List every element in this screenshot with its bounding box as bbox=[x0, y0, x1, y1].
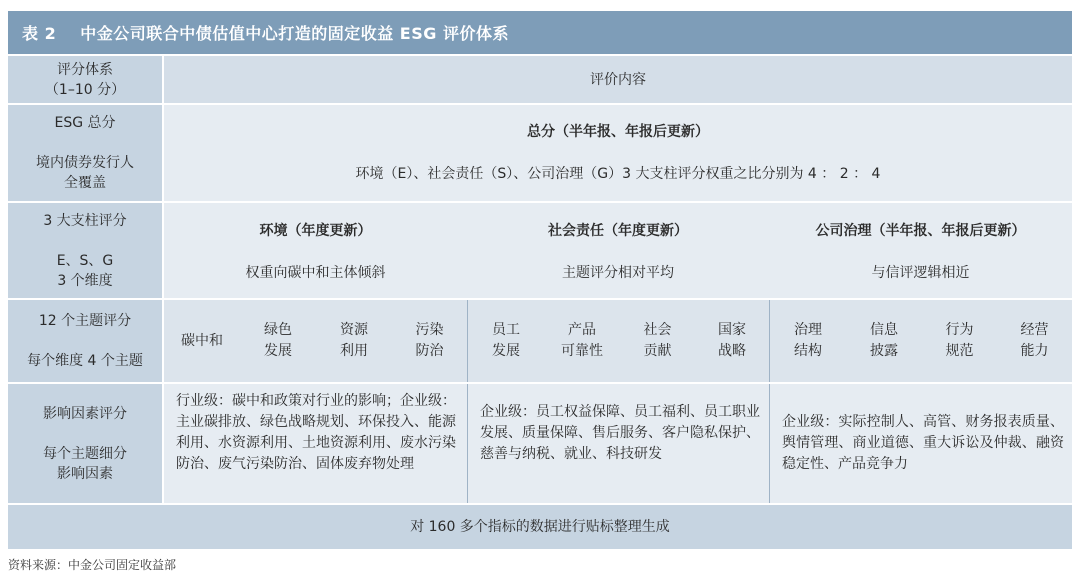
header-left-line2: （1–10 分） bbox=[44, 81, 126, 98]
theme-item: 信息 披露 bbox=[870, 322, 898, 359]
theme-item: 社会 贡献 bbox=[643, 322, 672, 359]
header-right-text: 评价内容 bbox=[590, 71, 646, 88]
theme-item: 资源 利用 bbox=[340, 322, 368, 359]
theme-left-title: 12 个主题评分 bbox=[38, 313, 132, 329]
table-number: 表 2 bbox=[22, 24, 57, 43]
theme-item: 污染 防治 bbox=[415, 322, 444, 359]
factor-left-sub2: 影响因素 bbox=[57, 465, 113, 482]
table-title-bar bbox=[8, 11, 1072, 54]
theme-item: 碳中和 bbox=[181, 332, 223, 349]
theme-item: 员工 发展 bbox=[492, 322, 520, 359]
header-row bbox=[8, 56, 1072, 103]
theme-item: 行为 规范 bbox=[945, 322, 974, 359]
factor-left-sub1: 每个主题细分 bbox=[43, 445, 127, 462]
pillar-governance-desc: 与信评逻辑相近 bbox=[871, 264, 970, 281]
esg-total-left-title: ESG 总分 bbox=[54, 115, 116, 131]
theme-item: 产品 可靠性 bbox=[561, 322, 603, 359]
header-left-line1: 评分体系 bbox=[57, 61, 113, 78]
theme-left-sub: 每个维度 4 个主题 bbox=[27, 353, 143, 369]
factor-row bbox=[8, 384, 1072, 503]
pillar-social-title: 社会责任（年度更新） bbox=[548, 222, 688, 239]
pillar-governance bbox=[769, 203, 1072, 298]
pillar-left-title: 3 大支柱评分 bbox=[43, 212, 127, 229]
footer-row bbox=[8, 505, 1072, 549]
esg-total-right-cell bbox=[164, 105, 1072, 201]
pillar-social bbox=[467, 203, 769, 298]
theme-item: 经营 能力 bbox=[1020, 322, 1049, 359]
pillar-right-cell bbox=[164, 203, 1072, 298]
factor-right-cell bbox=[164, 384, 1072, 503]
esg-total-left-cell bbox=[8, 105, 162, 201]
footer-text: 对 160 多个指标的数据进行贴标整理生成 bbox=[410, 519, 670, 535]
theme-item: 绿色 发展 bbox=[264, 322, 292, 359]
factor-governance: 企业级：实际控制人、高管、财务报表质量、舆情管理、商业道德、重大诉讼及仲裁、融资稳定性、产品竞争力 bbox=[782, 414, 1064, 472]
esg-total-row bbox=[8, 105, 1072, 201]
pillar-left-cell bbox=[8, 203, 162, 298]
footer-cell bbox=[8, 505, 1072, 549]
pillar-environment bbox=[164, 203, 467, 298]
pillar-row bbox=[8, 203, 1072, 298]
esg-total-left-sub2: 全覆盖 bbox=[64, 175, 106, 191]
column-divider bbox=[769, 384, 770, 503]
theme-right-cell bbox=[164, 300, 1072, 382]
pillar-environment-desc: 权重向碳中和主体倾斜 bbox=[245, 264, 386, 281]
pillar-left-sub1: E、S、G bbox=[56, 252, 114, 269]
header-left-cell bbox=[8, 56, 162, 103]
theme-row bbox=[8, 300, 1072, 382]
factor-social: 企业级：员工权益保障、员工福利、员工职业发展、质量保障、售后服务、客户隐私保护、慈善与纳税、就业、科技研发 bbox=[480, 404, 760, 462]
pillar-social-desc: 主题评分相对平均 bbox=[562, 264, 674, 281]
theme-item: 治理 结构 bbox=[794, 322, 822, 359]
factor-environment: 行业级：碳中和政策对行业的影响；企业级：主业碳排放、绿色战略规划、环保投入、能源利用、水资源利用、土地资源利用、废水污染防治、废气污染防治、固体废弃物处理 bbox=[176, 393, 456, 472]
pillar-environment-title: 环境（年度更新） bbox=[259, 222, 372, 239]
esg-total-heading: 总分（半年报、年报后更新） bbox=[527, 124, 709, 140]
header-right-cell bbox=[164, 56, 1072, 103]
theme-left-cell bbox=[8, 300, 162, 382]
factor-left-cell bbox=[8, 384, 162, 503]
table-title: 中金公司联合中债估值中心打造的固定收益 ESG 评价体系 bbox=[80, 24, 509, 43]
pillar-left-sub2: 3 个维度 bbox=[57, 272, 113, 289]
column-divider bbox=[467, 384, 468, 503]
source-note: 资料来源：中金公司固定收益部 bbox=[8, 558, 177, 572]
esg-weights-text: 环境（E）、社会责任（S）、公司治理（G）3 大支柱评分权重之比分别为 4 ： 2 ： 4 bbox=[355, 166, 881, 182]
theme-item: 国家 战略 bbox=[718, 322, 746, 359]
esg-total-left-sub1: 境内债券发行人 bbox=[36, 155, 134, 171]
pillar-governance-title: 公司治理（半年报、年报后更新） bbox=[815, 222, 1026, 239]
factor-left-title: 影响因素评分 bbox=[43, 405, 127, 422]
